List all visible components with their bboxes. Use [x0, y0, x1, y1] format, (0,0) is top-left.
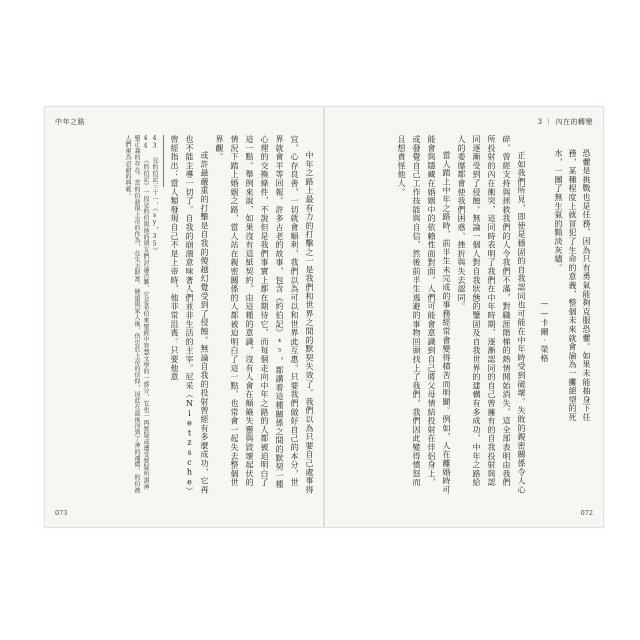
- epigraph-attribution: ——卡爾‧榮格: [540, 299, 549, 363]
- right-page: [333, 135, 593, 495]
- right-running-head: 3 ｜ 內在的轉變: [537, 118, 593, 126]
- right-paragraph-2: 當人踏上中年之路時，前半生未完成的事務經常會變得積苦而明顯。例如，人在離婚時可能會與隱藏在婚姻中的依賴性面對面，人們可能會意識到自己將父母情結投射在伴侶身上，或發覺自己工作技能與自信，然後前半生逃避的事物回頭找上了我們，我們因此變得憤怒而且想責怪他人。: [397, 135, 451, 495]
- right-body: [394, 135, 529, 495]
- right-paragraph-1: 正如我們所見，即使是穩固的自我認同也可能在中年時受到破壞。失敗的親密關係令人心碎，曾經支持與拯救我們的人令我們不滿，對職涯階梯的熱情開始消失，這全部表明由我們所投射的內在衝突，這同時表明了我們在中年時期，逐漸認同的自己曾擁有的自我投射與認同逐漸受到了侵蝕。無論一個人對自我狀態的鑒固及自我世界的建構有多成功，中年之路給人的委靡都會使我們困惑、挫折與失去認同。: [457, 135, 526, 495]
- book-gutter: [323, 107, 325, 527]
- right-folio: 072: [580, 509, 593, 517]
- left-page: [57, 135, 317, 495]
- footnote-43: 43 見約伯記三十一，《sy，35》: [151, 135, 158, 255]
- epigraph-line-1: 恐懼是挑戰也是任務，因為只有勇氣能夠克服恐懼。如果未能抽身下任: [582, 149, 591, 422]
- left-body: [167, 135, 317, 495]
- footnote-44: 44 《約伯記》一段是約伯與他的朋友們討論苦難，它是希伯來聖經中智慧文學的一部分，它也一再質疑或遭受質疑所謂神聖正義的存在。當約伯發現上帝的作為，在失去財富、健康與家人後，仍忠於上帝的信仰，因此在最後得到了神的補償。約伯被人們視為忍耐的典範。: [124, 135, 149, 494]
- left-running-head: 中年之路: [55, 118, 85, 126]
- footnote-rule: [163, 135, 164, 187]
- left-footnotes: [117, 135, 159, 495]
- left-folio: 073: [55, 509, 68, 517]
- book-spread: [44, 106, 604, 528]
- left-paragraph-1: 中年之路上最有力的打擊之一是我們和世界之間的默契失效了。我們以為只要自己處事得宜，心存良善，一切就會順利，我們以為可以和世界此互惠。只要我們做好自己的本分，世界就會平等回報。許多古老的故事，包含《約伯記》⁴³，都講着這種關係之間的默契一種心理的交換條件，不說但是我們事實上都在期待它，而每個走向中年之路的人都被迫明白了這一點。舉例來說，如果沒有這紙契約，由這種的意識，沒有人會在顛簸失靈與毀壞起伏的情況下踏上婚姻之路，當人站在親密關係的人都被迫明白了這一點，也常會一起失去整個世界觀。: [215, 135, 314, 495]
- epigraph-line-3: 水，一團了無生氣的黯淡灰燼。: [554, 149, 563, 273]
- epigraph-line-2: 務，某種程度上就冒犯了生命的意義，整個未來就會淪為一攤絕望的死: [568, 149, 577, 422]
- left-paragraph-2: 或許最嚴重的打擊是自我的傻越幻覺受到了侵蝕。無論自我的投射曾經有多麼成功，它再也不能主導一切了。自我的崩潰意味著人們並非生活的主宰。尼采（Nietzsche）曾經指出：當人類發現自己不是上帝時，他非常沮喪。只要他意: [170, 135, 209, 495]
- epigraph: [537, 135, 593, 509]
